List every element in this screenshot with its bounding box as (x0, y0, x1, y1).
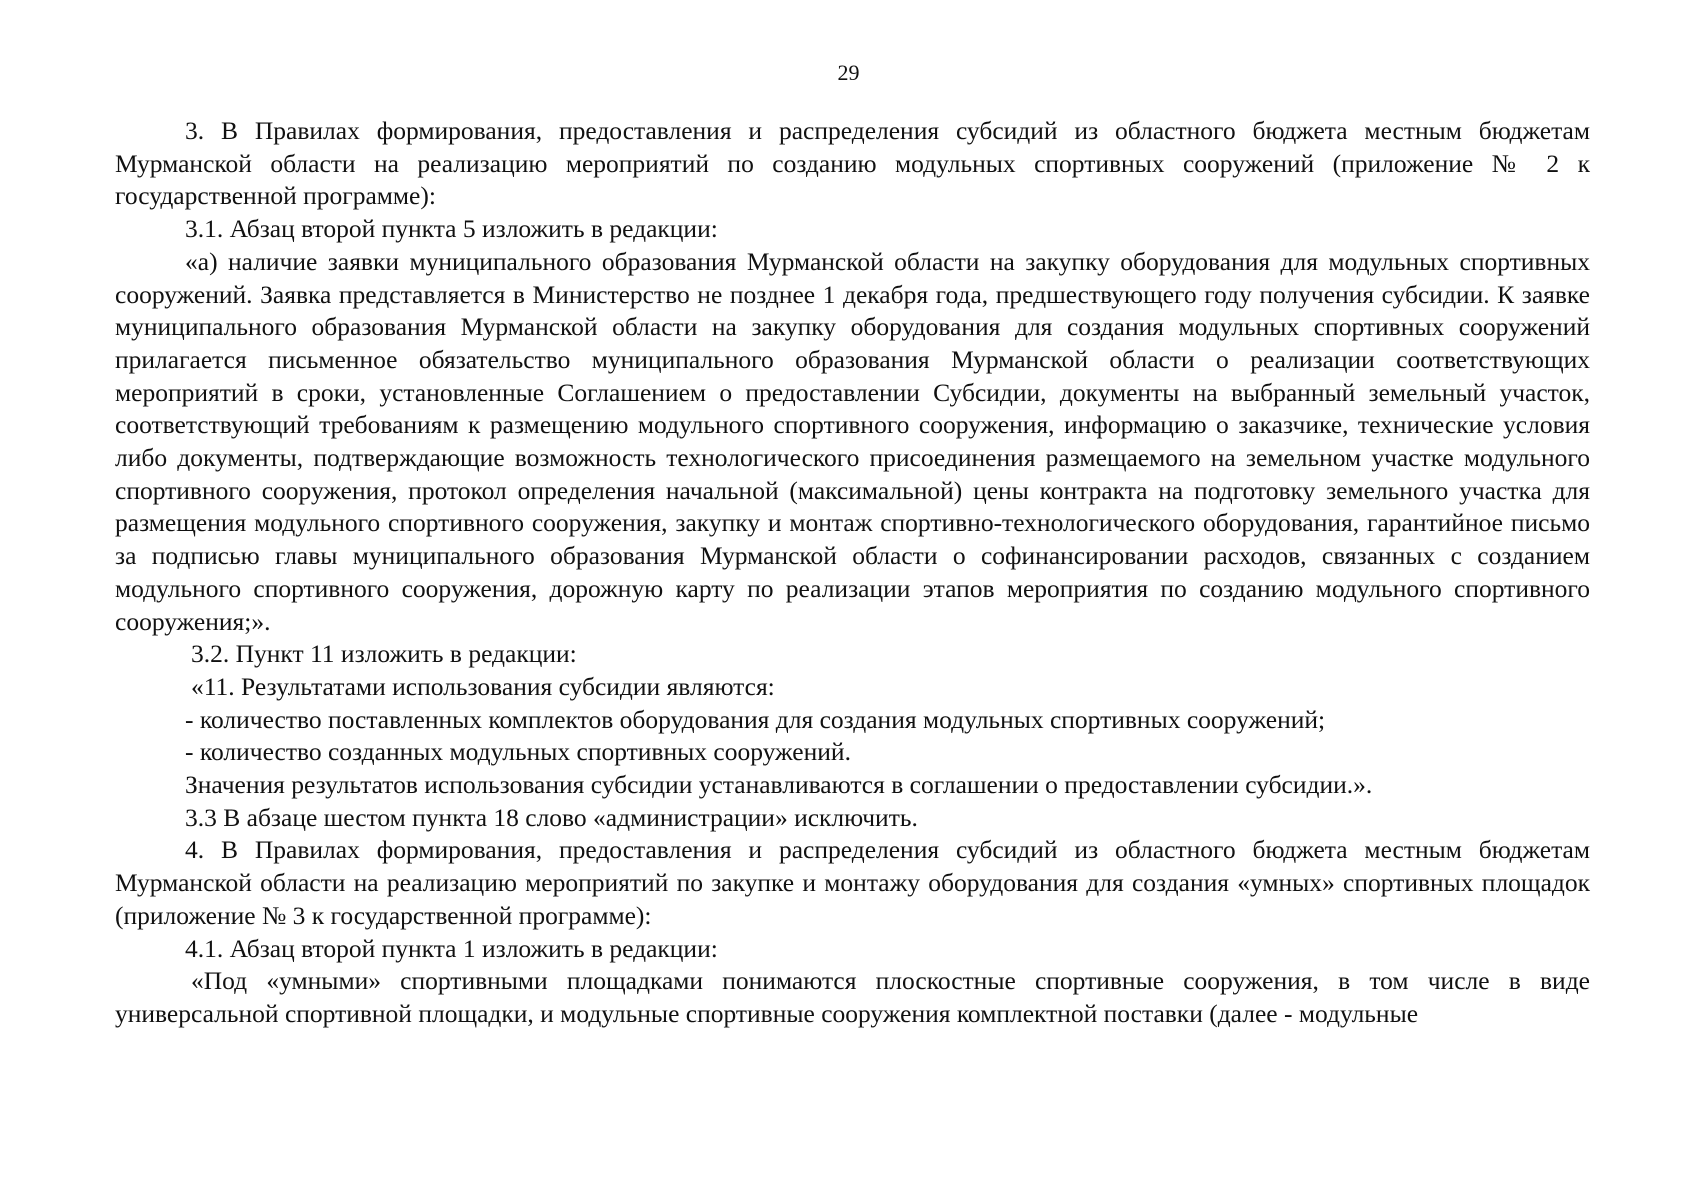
list-item-equipment-sets: - количество поставленных комплектов оборудования для создания модульных спортивных сооружений; (185, 704, 1326, 734)
paragraph-3-3: 3.3 В абзаце шестом пункта 18 слово «администрации» исключить. (185, 802, 918, 832)
paragraph-3-2: 3.2. Пункт 11 изложить в редакции: (191, 639, 577, 669)
list-item-modular-facilities: - количество созданных модульных спортивных сооружений. (185, 737, 851, 767)
paragraph-section-3: 3. В Правилах формирования, предоставления и распределения субсидий из областного бюджета местным бюджетам Мурманской области на реализацию мероприятий по созданию модульных спортивных сооружений (приложение № 2 к государственной программе): (115, 116, 1590, 211)
paragraph-section-4: 4. В Правилах формирования, предоставления и распределения субсидий из областного бюджета местным бюджетам Мурманской области на реализацию мероприятий по закупке и монтажу оборудования для создания «умных» спортивных площадок (приложение № 3 к государственной программе): (115, 835, 1590, 930)
paragraph-3-1-text: «а) наличие заявки муниципального образования Мурманской области на закупку оборудования для модульных спортивных сооружений. Заявка представляется в Министерство не позднее 1 декабря года, предшествующего году получения субсидии. К заявке муниципального образования Мурманской области на закупку оборудования для создания модульных спортивных сооружений прилагается письменное обязательство муниципального образования Мурманской области о реализации соответствующих мероприятий в сроки, установленные Соглашением о предоставлении Субсидии, документы на выбранный земельный участок, соответствующий требованиям к размещению модульного спортивного сооружения, информацию о заказчике, технические условия либо документы, подтверждающие возможность технологического присоединения размещаемого на земельном участке модульного спортивного сооружения, протокол определения начальной (максимальной) цены контракта на подготовку земельного участка для размещения модульного спортивного сооружения, закупку и монтаж спортивно-технологического оборудования, гарантийное письмо за подписью главы муниципального образования Мурманской области о софинансировании расходов, связанных с созданием модульного спортивного сооружения, дорожную карту по реализации этапов мероприятия по созданию модульного спортивного сооружения;». (115, 246, 1590, 636)
paragraph-result-values: Значения результатов использования субсидии устанавливаются в соглашении о предоставлении субсидии.». (185, 770, 1373, 800)
paragraph-11-results: «11. Результатами использования субсидии являются: (191, 671, 775, 701)
paragraph-4-1: 4.1. Абзац второй пункта 1 изложить в редакции: (185, 933, 718, 963)
paragraph-4-1-text: «Под «умными» спортивными площадками понимаются плоскостные спортивные сооружения, в том числе в виде универсальной спортивной площадки, и модульные спортивные сооружения комплектной поставки (далее - модульные (115, 966, 1590, 1028)
document-body (115, 115, 1590, 1031)
paragraph-3-1: 3.1. Абзац второй пункта 5 изложить в редакции: (185, 214, 718, 244)
page-number: 29 (837, 60, 860, 85)
